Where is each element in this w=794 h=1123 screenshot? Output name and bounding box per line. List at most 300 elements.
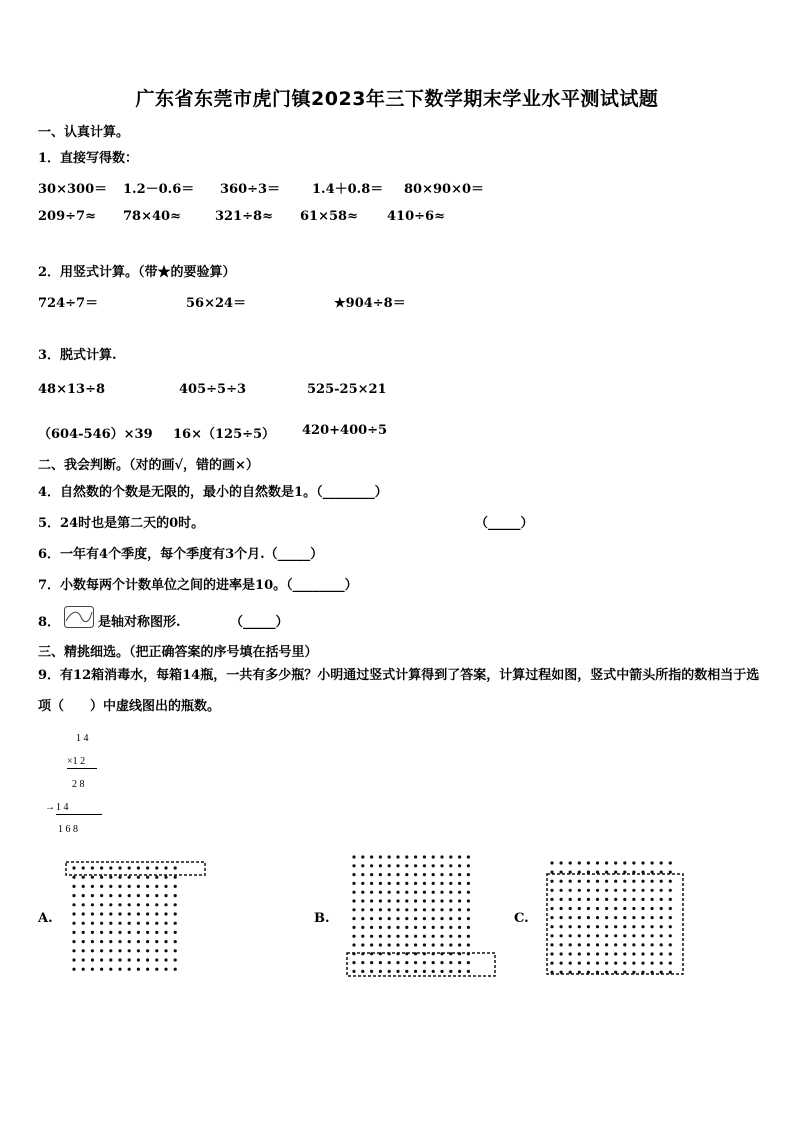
bottle-dot — [440, 873, 443, 876]
bottle-dot — [458, 899, 461, 902]
bottle-dot — [91, 931, 94, 934]
bottle-dot — [379, 935, 382, 938]
bottle-dot — [550, 871, 553, 874]
bottle-dot — [414, 943, 417, 946]
bottle-dot — [128, 912, 131, 915]
bottle-dot — [669, 889, 672, 892]
bottle-dot — [578, 952, 581, 955]
bottle-dot — [405, 864, 408, 867]
bottle-dot — [587, 916, 590, 919]
bottle-dot — [361, 943, 364, 946]
q1-item: 209÷7≈ — [38, 209, 96, 224]
bottle-dot — [109, 894, 112, 897]
bottle-dot — [100, 931, 103, 934]
bottle-dot — [458, 873, 461, 876]
bottle-dot — [396, 961, 399, 964]
bottle-dot — [660, 916, 663, 919]
bottle-dot — [82, 940, 85, 943]
bottle-dot — [423, 908, 426, 911]
bottle-dot — [109, 968, 112, 971]
bottle-dot — [370, 899, 373, 902]
bottle-dot — [632, 871, 635, 874]
bottle-dot — [109, 940, 112, 943]
bottle-dot — [91, 894, 94, 897]
bottle-dot — [352, 970, 355, 973]
bottle-dot — [405, 970, 408, 973]
bottle-dot — [623, 934, 626, 937]
bottle-dot — [109, 885, 112, 888]
bottle-dot — [432, 899, 435, 902]
bottle-dot — [82, 894, 85, 897]
bottle-dot — [128, 894, 131, 897]
section-1-heading: 一、认真计算。 — [38, 125, 130, 140]
bottle-dot — [432, 864, 435, 867]
bottle-dot — [467, 908, 470, 911]
q1-item: 78×40≈ — [123, 209, 181, 224]
bottle-dot — [641, 916, 644, 919]
vertical-line-1: 1 4 — [76, 733, 89, 744]
bottle-dot — [388, 899, 391, 902]
bottle-dot — [651, 880, 654, 883]
bottle-dot — [569, 861, 572, 864]
bottle-dot — [137, 885, 140, 888]
bottle-dot — [91, 912, 94, 915]
bottle-dot — [632, 889, 635, 892]
bottle-dot — [164, 876, 167, 879]
bottle-dot — [100, 949, 103, 952]
bottle-dot — [449, 882, 452, 885]
q1-item: 61×58≈ — [300, 209, 358, 224]
bottle-dot — [440, 864, 443, 867]
bottle-dot — [458, 882, 461, 885]
bottle-dot — [458, 961, 461, 964]
bottle-dot — [388, 864, 391, 867]
bottle-dot — [596, 889, 599, 892]
bottle-dot — [660, 925, 663, 928]
q1-item: 1.2－0.6＝ — [123, 182, 195, 197]
bottle-dot — [118, 958, 121, 961]
bottle-dot — [569, 925, 572, 928]
bottle-dot — [109, 866, 112, 869]
bottle-dot — [146, 940, 149, 943]
bottle-dot — [605, 907, 608, 910]
bottle-dot — [72, 949, 75, 952]
bottle-dot — [449, 926, 452, 929]
bottle-dot — [651, 925, 654, 928]
bottle-dot — [669, 861, 672, 864]
bottle-dot — [379, 891, 382, 894]
bottle-dot — [137, 912, 140, 915]
bottle-dot — [596, 934, 599, 937]
bottle-dot — [361, 855, 364, 858]
q8-blank: （_____） — [230, 615, 289, 630]
bottle-dot — [651, 943, 654, 946]
bottle-dot — [641, 898, 644, 901]
bottle-dot — [587, 962, 590, 965]
bottle-dot — [560, 962, 563, 965]
page-title: 广东省东莞市虎门镇2023年三下数学期末学业水平测试试题 — [135, 88, 659, 110]
bottle-dot — [352, 908, 355, 911]
bottle-dot — [414, 917, 417, 920]
bottle-dot — [467, 961, 470, 964]
q3-item: 420+400÷5 — [302, 423, 388, 438]
bottle-dot — [396, 943, 399, 946]
q1-item: 360÷3＝ — [220, 182, 281, 197]
bottle-dot — [560, 871, 563, 874]
bottle-dot — [632, 880, 635, 883]
bottle-dot — [128, 958, 131, 961]
bottle-dot — [405, 917, 408, 920]
bottle-dot — [651, 861, 654, 864]
bottle-dot — [100, 903, 103, 906]
q5-blank: （_____） — [475, 516, 534, 531]
bottle-dot — [164, 949, 167, 952]
option-b-dot-grid — [340, 850, 505, 980]
bottle-dot — [632, 861, 635, 864]
bottle-dot — [118, 866, 121, 869]
bottle-dot — [396, 917, 399, 920]
bottle-dot — [467, 855, 470, 858]
option-c-dot-grid — [544, 856, 689, 978]
q8-number: 8． — [38, 615, 61, 630]
bottle-dot — [569, 871, 572, 874]
bottle-dot — [118, 931, 121, 934]
bottle-dot — [361, 908, 364, 911]
bottle-dot — [550, 907, 553, 910]
bottle-dot — [72, 866, 75, 869]
bottle-dot — [128, 876, 131, 879]
bottle-dot — [578, 871, 581, 874]
bottle-dot — [405, 899, 408, 902]
bottle-dot — [361, 917, 364, 920]
bottle-dot — [440, 926, 443, 929]
bottle-dot — [82, 931, 85, 934]
bottle-dot — [669, 907, 672, 910]
bottle-dot — [118, 876, 121, 879]
bottle-dot — [605, 962, 608, 965]
bottle-dot — [388, 917, 391, 920]
bottle-dot — [423, 899, 426, 902]
bottle-dot — [352, 961, 355, 964]
bottle-dot — [560, 916, 563, 919]
bottle-dot — [82, 876, 85, 879]
bottle-dot — [660, 880, 663, 883]
bottle-dot — [440, 899, 443, 902]
bottle-dot — [379, 882, 382, 885]
bottle-dot — [396, 926, 399, 929]
bottle-dot — [641, 889, 644, 892]
bottle-dot — [651, 934, 654, 937]
bottle-dot — [449, 891, 452, 894]
bottle-dot — [100, 876, 103, 879]
bottle-dot — [82, 903, 85, 906]
bottle-dot — [361, 935, 364, 938]
bottle-dot — [100, 958, 103, 961]
bottle-dot — [432, 935, 435, 938]
bottle-dot — [146, 903, 149, 906]
bottle-dot — [641, 934, 644, 937]
bottle-dot — [128, 968, 131, 971]
bottle-dot — [405, 873, 408, 876]
bottle-dot — [414, 891, 417, 894]
bottle-dot — [155, 876, 158, 879]
bottle-dot — [396, 970, 399, 973]
bottle-dot — [72, 885, 75, 888]
bottle-dot — [632, 925, 635, 928]
bottle-dot — [623, 898, 626, 901]
bottle-dot — [560, 952, 563, 955]
q1-item: 321÷8≈ — [215, 209, 273, 224]
bottle-dot — [660, 943, 663, 946]
bottle-dot — [632, 916, 635, 919]
bottle-dot — [467, 917, 470, 920]
bottle-dot — [651, 916, 654, 919]
bottle-dot — [449, 970, 452, 973]
bottle-dot — [379, 917, 382, 920]
bottle-dot — [82, 949, 85, 952]
bottle-dot — [155, 968, 158, 971]
bottle-dot — [449, 943, 452, 946]
bottle-dot — [174, 894, 177, 897]
bottle-dot — [596, 925, 599, 928]
bottle-dot — [560, 898, 563, 901]
bottle-dot — [651, 952, 654, 955]
bottle-dot — [560, 943, 563, 946]
bottle-dot — [109, 931, 112, 934]
bottle-dot — [72, 940, 75, 943]
bottle-dot — [361, 873, 364, 876]
bottle-dot — [164, 912, 167, 915]
bottle-dot — [370, 882, 373, 885]
bottle-dot — [352, 873, 355, 876]
bottle-dot — [118, 894, 121, 897]
bottle-dot — [174, 866, 177, 869]
bottle-dot — [423, 882, 426, 885]
bottle-dot — [405, 855, 408, 858]
bottle-dot — [352, 899, 355, 902]
bottle-dot — [388, 855, 391, 858]
bottle-dot — [137, 903, 140, 906]
q9-text: 9．有12箱消毒水，每箱14瓶，一共有多少瓶？小明通过竖式计算得到了答案，计算过程如图，竖式中箭头所指的数相当于选项（ ）中虚线图出的瓶数。 — [38, 668, 760, 714]
bottle-dot — [379, 943, 382, 946]
bottle-dot — [414, 970, 417, 973]
bottle-dot — [91, 968, 94, 971]
bottle-dot — [100, 968, 103, 971]
bottle-dot — [396, 882, 399, 885]
bottle-dot — [118, 903, 121, 906]
bottle-dot — [578, 934, 581, 937]
bottle-dot — [405, 891, 408, 894]
bottle-dot — [587, 871, 590, 874]
bottle-dot — [596, 880, 599, 883]
bottle-dot — [605, 898, 608, 901]
bottle-dot — [440, 891, 443, 894]
q7-text: 7．小数每两个计数单位之间的进率是10。（________） — [38, 578, 358, 593]
bottle-dot — [91, 876, 94, 879]
q1-item: 410÷6≈ — [387, 209, 445, 224]
bottle-dot — [423, 855, 426, 858]
bottle-dot — [614, 880, 617, 883]
bottle-dot — [128, 931, 131, 934]
bottle-dot — [458, 864, 461, 867]
bottle-dot — [623, 889, 626, 892]
bottle-dot — [174, 885, 177, 888]
bottle-dot — [614, 934, 617, 937]
bottle-dot — [155, 949, 158, 952]
dashed-selection-box — [66, 862, 205, 875]
bottle-dot — [578, 907, 581, 910]
bottle-dot — [379, 908, 382, 911]
bottle-dot — [440, 908, 443, 911]
bottle-dot — [560, 907, 563, 910]
bottle-dot — [174, 931, 177, 934]
q5-text: 5．24时也是第二天的0时。 — [38, 516, 205, 531]
bottle-dot — [623, 943, 626, 946]
bottle-dot — [614, 871, 617, 874]
bottle-dot — [560, 934, 563, 937]
bottle-dot — [396, 864, 399, 867]
bottle-dot — [100, 894, 103, 897]
bottle-dot — [164, 958, 167, 961]
bottle-dot — [432, 908, 435, 911]
bottle-dot — [370, 864, 373, 867]
section-2-heading: 二、我会判断。（对的画√，错的画×） — [38, 458, 259, 473]
bottle-dot — [174, 949, 177, 952]
bottle-dot — [91, 866, 94, 869]
bottle-dot — [660, 861, 663, 864]
bottle-dot — [128, 885, 131, 888]
bottle-dot — [651, 898, 654, 901]
option-a-dot-grid — [60, 858, 210, 980]
bottle-dot — [414, 935, 417, 938]
bottle-dot — [614, 916, 617, 919]
bottle-dot — [467, 864, 470, 867]
bottle-dot — [137, 958, 140, 961]
bottle-dot — [137, 940, 140, 943]
bottle-dot — [137, 968, 140, 971]
dashed-selection-box — [347, 953, 495, 976]
bottle-dot — [596, 861, 599, 864]
bottle-dot — [569, 889, 572, 892]
bottle-dot — [669, 934, 672, 937]
bottle-dot — [449, 873, 452, 876]
bottle-dot — [632, 934, 635, 937]
bottle-dot — [388, 943, 391, 946]
q3-item: 16×（125÷5） — [173, 427, 276, 442]
bottle-dot — [146, 866, 149, 869]
bottle-dot — [560, 889, 563, 892]
bottle-dot — [467, 943, 470, 946]
bottle-dot — [614, 898, 617, 901]
bottle-dot — [405, 926, 408, 929]
bottle-dot — [388, 908, 391, 911]
bottle-dot — [596, 898, 599, 901]
bottle-dot — [396, 899, 399, 902]
bottle-dot — [155, 931, 158, 934]
bottle-dot — [660, 907, 663, 910]
q1-item: 1.4＋0.8＝ — [312, 182, 384, 197]
bottle-dot — [128, 866, 131, 869]
bottle-dot — [550, 962, 553, 965]
q1-item: 30×300＝ — [38, 182, 108, 197]
bottle-dot — [669, 898, 672, 901]
bottle-dot — [578, 861, 581, 864]
bottle-dot — [578, 925, 581, 928]
bottle-dot — [109, 876, 112, 879]
bottle-dot — [352, 855, 355, 858]
bottle-dot — [641, 871, 644, 874]
bottle-dot — [641, 907, 644, 910]
bottle-dot — [352, 935, 355, 938]
bottle-dot — [605, 916, 608, 919]
bottle-dot — [578, 880, 581, 883]
bottle-dot — [578, 889, 581, 892]
bottle-dot — [632, 898, 635, 901]
bottle-dot — [614, 943, 617, 946]
bottle-dot — [91, 885, 94, 888]
bottle-dot — [423, 943, 426, 946]
option-b-label: B. — [314, 911, 330, 926]
bottle-dot — [72, 958, 75, 961]
bottle-dot — [370, 855, 373, 858]
bottle-dot — [614, 889, 617, 892]
bottle-dot — [405, 935, 408, 938]
bottle-dot — [651, 871, 654, 874]
bottle-dot — [423, 873, 426, 876]
bottle-dot — [137, 922, 140, 925]
bottle-dot — [155, 866, 158, 869]
bottle-dot — [458, 855, 461, 858]
bottle-dot — [109, 958, 112, 961]
bottle-dot — [449, 899, 452, 902]
bottle-dot — [569, 898, 572, 901]
bottle-dot — [164, 866, 167, 869]
bottle-dot — [669, 871, 672, 874]
bottle-dot — [146, 894, 149, 897]
bottle-dot — [361, 891, 364, 894]
bottle-dot — [467, 882, 470, 885]
bottle-dot — [458, 926, 461, 929]
bottle-dot — [641, 861, 644, 864]
bottle-dot — [146, 885, 149, 888]
bottle-dot — [155, 903, 158, 906]
bottle-dot — [578, 962, 581, 965]
bottle-dot — [118, 949, 121, 952]
bottle-dot — [370, 961, 373, 964]
bottle-dot — [605, 880, 608, 883]
bottle-dot — [623, 916, 626, 919]
bottle-dot — [596, 907, 599, 910]
bottle-dot — [641, 943, 644, 946]
bottle-dot — [174, 903, 177, 906]
bottle-dot — [164, 940, 167, 943]
bottle-dot — [137, 931, 140, 934]
bottle-dot — [174, 968, 177, 971]
bottle-dot — [669, 952, 672, 955]
bottle-dot — [82, 922, 85, 925]
bottle-dot — [414, 961, 417, 964]
bottle-dot — [550, 952, 553, 955]
bottle-dot — [632, 907, 635, 910]
bottle-dot — [596, 962, 599, 965]
bottle-dot — [432, 891, 435, 894]
bottle-dot — [361, 970, 364, 973]
bottle-dot — [72, 931, 75, 934]
bottle-dot — [660, 871, 663, 874]
bottle-dot — [396, 873, 399, 876]
bottle-dot — [623, 907, 626, 910]
bottle-dot — [467, 926, 470, 929]
